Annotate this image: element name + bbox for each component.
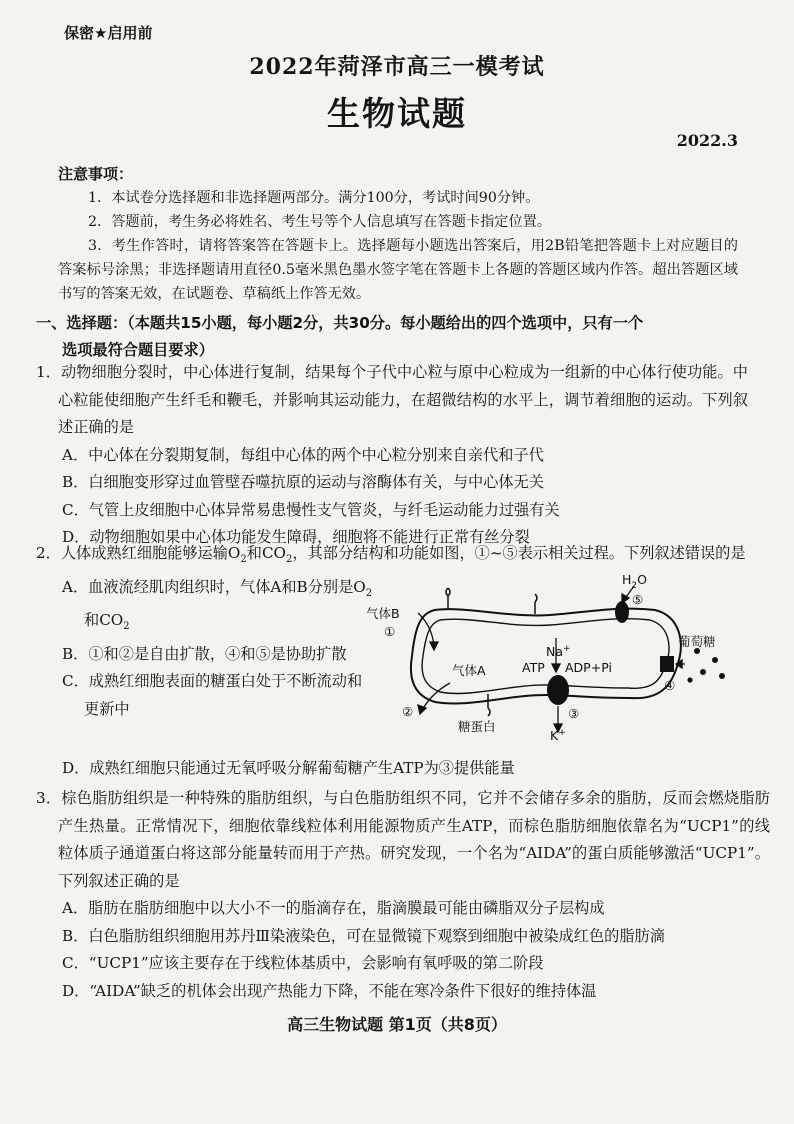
label-gas-a: 气体A <box>452 663 486 678</box>
exam-date: 2022.3 <box>676 131 738 150</box>
label-adp: ADP+Pi <box>565 660 612 675</box>
subscript: 2 <box>240 554 247 566</box>
subscript: 2 <box>123 621 130 633</box>
option-b: B．①和②是自由扩散，④和⑤是协助扩散 <box>62 644 347 663</box>
label-na <box>546 644 571 659</box>
notice-item-2: 2．答题前，考生务必将姓名、考生号等个人信息填写在答题卡指定位置。 <box>88 214 552 230</box>
water-channel <box>615 601 629 623</box>
label-gas-b: 气体B <box>366 606 400 621</box>
notice-heading: 注意事项： <box>58 165 134 183</box>
page-footer: 高三生物试题 第1页（共8页） <box>287 1015 507 1034</box>
option-part: A．血液流经肌肉组织时，气体A和B分别是O <box>62 577 366 596</box>
label-h2o <box>622 572 647 591</box>
section-title-cont: 选项最符合题目要求） <box>62 341 214 359</box>
glucose-transporter <box>660 656 674 672</box>
label-process-5: ⑤ <box>632 592 644 607</box>
option-a: A．中心体在分裂期复制，每组中心体的两个中心粒分别来自亲代和子代 <box>62 445 544 464</box>
h-text: H <box>622 572 632 587</box>
h2o-subscript: 2 <box>631 581 638 591</box>
na-k-pump <box>547 675 569 705</box>
red-blood-cell-diagram <box>360 568 740 743</box>
na-text: Na <box>546 644 564 659</box>
option-d: D．“AIDA”缺乏的机体会出现产热能力下降，不能在寒冷条件下很好的维持体温 <box>62 981 597 1000</box>
label-glycoprotein: 糖蛋白 <box>458 719 496 734</box>
stem-part: 和CO <box>246 544 287 562</box>
process-arrows <box>418 586 685 732</box>
label-process-3: ③ <box>568 706 580 721</box>
k-charge: + <box>558 728 566 738</box>
option-d: D．动物细胞如果中心体功能发生障碍，细胞将不能进行正常有丝分裂 <box>62 528 530 546</box>
option-b: B．白色脂肪组织细胞用苏丹Ⅲ染液染色，可在显微镜下观察到细胞中被染成红色的脂肪滴 <box>62 926 665 945</box>
label-process-1: ① <box>384 624 396 639</box>
section-heading <box>36 310 742 364</box>
subscript: 2 <box>365 587 373 599</box>
subject-title: 生物试题 <box>327 94 467 133</box>
label-glucose: 葡萄糖 <box>678 634 716 649</box>
label-process-2: ② <box>402 704 414 719</box>
label-process-4: ④ <box>664 678 676 693</box>
notice-item-1: 1．本试卷分选择题和非选择题两部分。满分100分，考试时间90分钟。 <box>88 190 540 206</box>
stem-part: 2．人体成熟红细胞能够运输O <box>36 544 241 562</box>
option-d: D．成熟红细胞只能通过无氧呼吸分解葡萄糖产生ATP为③提供能量 <box>62 759 515 777</box>
question-stem: 1．动物细胞分裂时，中心体进行复制，结果每个子代中心粒与原中心粒成为一组新的中心体行使功能。中心粒能使细胞产生纤毛和鞭毛，并影响其运动能力，在超微结构的水平上，调节着细胞的运动。下列叙述正确的是 <box>36 363 748 436</box>
option-b: B．白细胞变形穿过血管壁吞噬抗原的运动与溶酶体有关，与中心体无关 <box>62 473 544 491</box>
subscript: 2 <box>286 554 293 566</box>
question-1 <box>36 359 748 552</box>
stem-part: ，其部分结构和功能如图，①~⑤表示相关过程。下列叙述错误的是 <box>292 544 746 562</box>
option-part: 和CO <box>84 611 124 630</box>
question-3 <box>36 785 770 1005</box>
glucose-molecules <box>687 648 725 683</box>
option-a <box>36 574 374 641</box>
question-stem: 3．棕色脂肪组织是一种特殊的脂肪组织，与白色脂肪组织不同，它并不会储存多余的脂肪，反而会燃烧脂肪产生热量。正常情况下，细胞依靠线粒体利用能源物质产生ATP，而棕色脂肪细胞依靠名为“UCP1”的线粒体质子通道蛋白将这部分能量转而用于产热。研究发现，一个名为“AIDA”的蛋白质能够激活“UCP1”。下列叙述正确的是 <box>36 789 770 890</box>
o-text: O <box>637 572 647 587</box>
label-atp: ATP <box>522 660 545 675</box>
exam-title: 2022年菏泽市高三一模考试 <box>249 54 545 80</box>
notice-item-3: 3．考生作答时，请将答案答在答题卡上。选择题每小题选出答案后，用2B铅笔把答题卡上对应题目的答案标号涂黑；非选择题请用直径0.5毫米黑色墨水签字笔在答题卡上各题的答题区域内作答。超出答题区域书写的答案无效，在试题卷、草稿纸上作答无效。 <box>58 238 738 302</box>
option-c: C．气管上皮细胞中心体异常易患慢性支气管炎，与纤毛运动能力过强有关 <box>62 500 560 519</box>
k-text: K <box>550 728 559 743</box>
na-charge: + <box>563 644 571 654</box>
option-a: A．脂肪在脂肪细胞中以大小不一的脂滴存在，脂滴膜最可能由磷脂双分子层构成 <box>62 899 605 917</box>
option-c: C．“UCP1”应该主要存在于线粒体基质中，会影响有氧呼吸的第二阶段 <box>62 954 544 972</box>
label-k <box>550 728 566 743</box>
option-c: C．成熟红细胞表面的糖蛋白处于不断流动和更新中 <box>62 672 363 718</box>
confidential-label: 保密★启用前 <box>64 24 153 42</box>
section-title: 一、选择题：（本题共15小题，每小题2分，共30分。每小题给出的四个选项中，只有一个 <box>36 314 644 332</box>
